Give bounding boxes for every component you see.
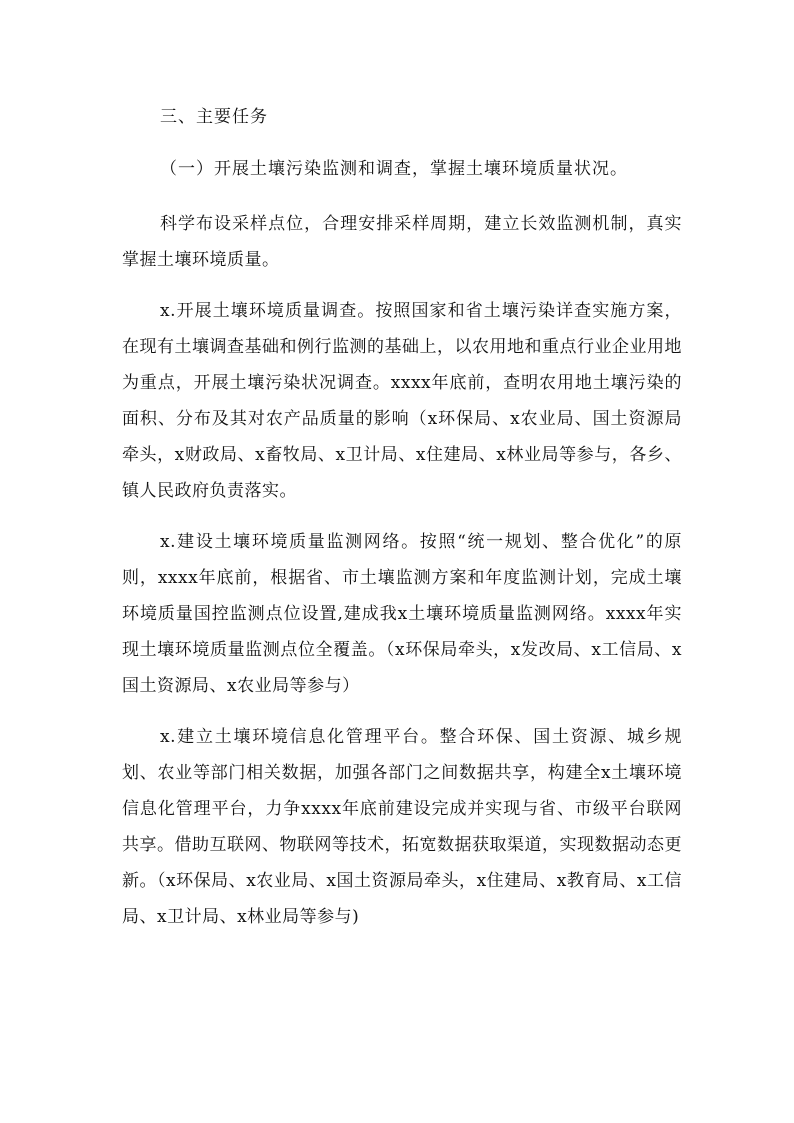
task-paragraph-monitoring-network: x.建设土壤环境质量监测网络。按照“统一规划、整合优化”的原则，xxxx年底前，根据省、市土壤监测方案和年度监测计划，完成土壤环境质量国控监测点位设置,建成我x土壤环境质量监测网络。xxxx年实现土壤环境质量监测点位全覆盖。（x环保局牵头，x发改局、x工信局、x国土资源局、x农业局等参与） <box>122 532 682 696</box>
section-heading: 三、主要任务 <box>160 107 268 127</box>
task-paragraph-survey: x.开展土壤环境质量调查。按照国家和省土壤污染详查实施方案，在现有土壤调查基础和例行监测的基础上，以农用地和重点行业企业用地为重点，开展土壤污染状况调查。xxxx年底前，查明农用地土壤污染的面积、分布及其对农产品质量的影响（x环保局、x农业局、国土资源局牵头，x财政局、x畜牧局、x卫计局、x住建局、x林业局等参与，各乡、镇人民政府负责落实。 <box>122 301 682 501</box>
document-body <box>122 102 682 950</box>
subsection-heading: （一）开展土壤污染监测和调查，掌握土壤环境质量状况。 <box>160 159 628 179</box>
intro-paragraph: 科学布设采样点位，合理安排采样周期，建立长效监测机制，真实掌握土壤环境质量。 <box>122 214 682 270</box>
task-paragraph-info-platform: x.建立土壤环境信息化管理平台。整合环保、国土资源、城乡规划、农业等部门相关数据，加强各部门之间数据共享，构建全x土壤环境信息化管理平台，力争xxxx年底前建设完成并实现与省、市级平台联网共享。借助互联网、物联网等技术，拓宽数据获取渠道，实现数据动态更新。（x环保局、x农业局、x国土资源局牵头，x住建局、x教育局、x工信局、x卫计局、x林业局等参与) <box>122 727 682 927</box>
